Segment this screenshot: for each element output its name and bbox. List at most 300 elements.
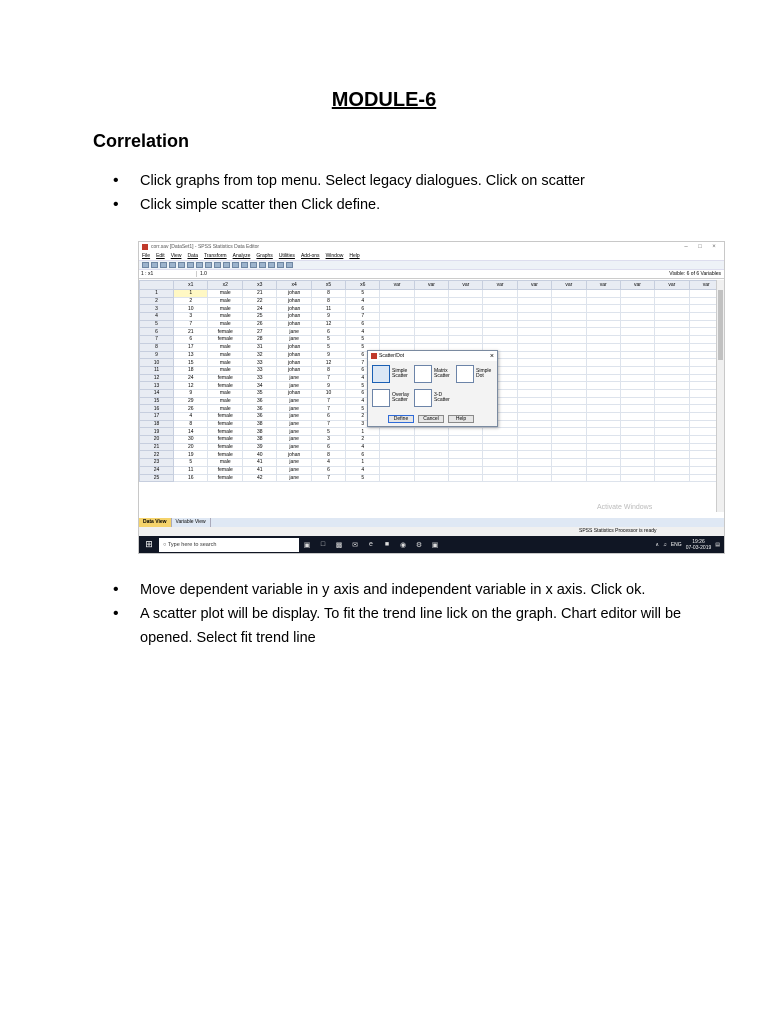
table-cell[interactable]: 5 <box>311 428 345 436</box>
table-cell[interactable] <box>620 359 654 367</box>
table-cell[interactable]: 2 <box>346 436 380 444</box>
table-cell[interactable] <box>483 443 517 451</box>
table-cell[interactable] <box>586 451 620 459</box>
table-cell[interactable]: 4 <box>346 443 380 451</box>
table-cell[interactable] <box>620 336 654 344</box>
table-cell[interactable]: 7 <box>311 405 345 413</box>
table-cell[interactable]: jane <box>277 459 312 467</box>
table-cell[interactable]: 6 <box>174 336 208 344</box>
table-cell[interactable]: 6 <box>346 366 380 374</box>
table-cell[interactable] <box>586 351 620 359</box>
table-cell[interactable]: johan <box>277 320 312 328</box>
table-cell[interactable] <box>449 443 483 451</box>
cell-value-input[interactable]: 1.0 <box>200 271 207 277</box>
table-cell[interactable] <box>552 428 586 436</box>
table-cell[interactable]: female <box>208 336 243 344</box>
row-number[interactable]: 11 <box>140 366 174 374</box>
table-cell[interactable] <box>586 443 620 451</box>
table-cell[interactable]: 5 <box>346 382 380 390</box>
row-number[interactable]: 3 <box>140 305 174 313</box>
table-cell[interactable]: 12 <box>311 359 345 367</box>
table-cell[interactable] <box>586 297 620 305</box>
table-cell[interactable] <box>552 382 586 390</box>
table-cell[interactable]: male <box>208 351 243 359</box>
row-number[interactable]: 13 <box>140 382 174 390</box>
table-cell[interactable] <box>586 413 620 421</box>
table-cell[interactable] <box>620 451 654 459</box>
table-cell[interactable]: johan <box>277 359 312 367</box>
table-cell[interactable]: jane <box>277 405 312 413</box>
table-cell[interactable]: 38 <box>243 428 277 436</box>
table-cell[interactable] <box>414 290 448 298</box>
settings-icon[interactable]: ⚙ <box>415 541 423 549</box>
table-cell[interactable] <box>655 374 689 382</box>
table-cell[interactable] <box>586 374 620 382</box>
table-cell[interactable] <box>380 436 414 444</box>
table-cell[interactable] <box>655 305 689 313</box>
table-cell[interactable]: 41 <box>243 459 277 467</box>
table-cell[interactable] <box>655 328 689 336</box>
table-cell[interactable] <box>620 305 654 313</box>
table-cell[interactable]: 15 <box>174 359 208 367</box>
table-cell[interactable]: 6 <box>311 413 345 421</box>
table-cell[interactable]: 24 <box>174 374 208 382</box>
table-cell[interactable] <box>483 466 517 474</box>
column-header[interactable]: var <box>449 281 483 290</box>
table-cell[interactable]: 25 <box>243 313 277 321</box>
edge-icon[interactable]: e <box>369 541 373 548</box>
table-cell[interactable] <box>414 474 448 482</box>
table-cell[interactable]: 39 <box>243 443 277 451</box>
table-cell[interactable] <box>483 459 517 467</box>
table-cell[interactable]: 6 <box>346 389 380 397</box>
table-cell[interactable] <box>586 336 620 344</box>
table-cell[interactable]: 35 <box>243 389 277 397</box>
table-cell[interactable]: female <box>208 420 243 428</box>
table-cell[interactable] <box>380 313 414 321</box>
column-header[interactable]: var <box>414 281 448 290</box>
table-cell[interactable] <box>483 320 517 328</box>
table-cell[interactable] <box>620 466 654 474</box>
table-cell[interactable]: male <box>208 405 243 413</box>
table-cell[interactable]: 29 <box>174 397 208 405</box>
table-cell[interactable] <box>414 320 448 328</box>
row-number[interactable]: 1 <box>140 290 174 298</box>
table-cell[interactable]: female <box>208 428 243 436</box>
table-cell[interactable]: 10 <box>174 305 208 313</box>
column-header[interactable]: x5 <box>311 281 345 290</box>
table-cell[interactable] <box>380 451 414 459</box>
table-cell[interactable]: johan <box>277 313 312 321</box>
table-cell[interactable]: female <box>208 382 243 390</box>
table-cell[interactable] <box>620 328 654 336</box>
row-number[interactable]: 18 <box>140 420 174 428</box>
open-icon[interactable] <box>142 262 149 268</box>
notifications-icon[interactable]: ▤ <box>715 541 720 548</box>
table-cell[interactable]: 34 <box>243 382 277 390</box>
table-cell[interactable] <box>620 459 654 467</box>
table-cell[interactable]: johan <box>277 389 312 397</box>
table-cell[interactable] <box>449 459 483 467</box>
table-cell[interactable]: 9 <box>311 382 345 390</box>
table-cell[interactable]: 7 <box>311 420 345 428</box>
table-cell[interactable] <box>517 328 551 336</box>
menu-file[interactable]: File <box>142 253 151 259</box>
table-cell[interactable]: johan <box>277 290 312 298</box>
row-number[interactable]: 14 <box>140 389 174 397</box>
table-cell[interactable] <box>517 459 551 467</box>
table-cell[interactable]: 2 <box>174 297 208 305</box>
row-number[interactable]: 23 <box>140 459 174 467</box>
table-cell[interactable] <box>586 366 620 374</box>
close-icon[interactable]: × <box>712 244 716 250</box>
table-cell[interactable]: 42 <box>243 474 277 482</box>
simple-scatter-icon[interactable] <box>372 365 390 383</box>
table-cell[interactable] <box>449 313 483 321</box>
table-cell[interactable]: 22 <box>243 297 277 305</box>
table-cell[interactable] <box>483 328 517 336</box>
table-cell[interactable] <box>517 397 551 405</box>
table-cell[interactable] <box>414 459 448 467</box>
table-cell[interactable]: 9 <box>174 389 208 397</box>
table-cell[interactable] <box>517 320 551 328</box>
table-cell[interactable] <box>517 451 551 459</box>
menu-addons[interactable]: Add-ons <box>300 253 320 259</box>
save-icon[interactable] <box>151 262 158 268</box>
table-cell[interactable] <box>655 451 689 459</box>
column-header[interactable]: x2 <box>208 281 243 290</box>
table-cell[interactable] <box>552 359 586 367</box>
table-cell[interactable]: female <box>208 328 243 336</box>
cancel-button[interactable]: Cancel <box>418 415 444 423</box>
table-cell[interactable]: 36 <box>243 397 277 405</box>
table-cell[interactable] <box>552 374 586 382</box>
table-cell[interactable] <box>655 413 689 421</box>
table-cell[interactable] <box>380 305 414 313</box>
table-cell[interactable] <box>449 474 483 482</box>
table-cell[interactable]: 8 <box>311 297 345 305</box>
table-cell[interactable]: 8 <box>311 366 345 374</box>
table-cell[interactable] <box>586 436 620 444</box>
table-cell[interactable] <box>483 305 517 313</box>
table-cell[interactable]: jane <box>277 328 312 336</box>
mail-icon[interactable]: ✉ <box>352 541 358 549</box>
menu-analyze[interactable]: Analyze <box>232 253 251 259</box>
table-cell[interactable] <box>414 305 448 313</box>
3d-scatter-option[interactable] <box>414 389 452 407</box>
maximize-icon[interactable]: □ <box>698 244 702 250</box>
table-cell[interactable] <box>552 313 586 321</box>
table-cell[interactable] <box>517 359 551 367</box>
table-cell[interactable]: jane <box>277 428 312 436</box>
row-number[interactable]: 21 <box>140 443 174 451</box>
table-cell[interactable]: jane <box>277 474 312 482</box>
table-cell[interactable] <box>655 382 689 390</box>
table-cell[interactable]: 3 <box>174 313 208 321</box>
table-cell[interactable] <box>552 343 586 351</box>
column-header[interactable]: var <box>552 281 586 290</box>
simple-dot-icon[interactable] <box>456 365 474 383</box>
taskbar-search-input[interactable] <box>159 538 299 552</box>
store-icon[interactable]: ▩ <box>335 541 343 549</box>
table-cell[interactable] <box>655 297 689 305</box>
column-header[interactable]: x1 <box>174 281 208 290</box>
table-cell[interactable] <box>552 290 586 298</box>
row-number[interactable]: 22 <box>140 451 174 459</box>
3d-scatter-icon[interactable] <box>414 389 432 407</box>
table-cell[interactable] <box>380 328 414 336</box>
table-cell[interactable] <box>517 366 551 374</box>
table-cell[interactable] <box>552 466 586 474</box>
table-cell[interactable] <box>483 428 517 436</box>
table-cell[interactable] <box>483 451 517 459</box>
table-cell[interactable] <box>517 436 551 444</box>
table-cell[interactable] <box>483 290 517 298</box>
table-cell[interactable]: 38 <box>243 436 277 444</box>
table-cell[interactable] <box>517 297 551 305</box>
table-cell[interactable]: female <box>208 443 243 451</box>
table-cell[interactable]: 36 <box>243 413 277 421</box>
table-cell[interactable] <box>586 320 620 328</box>
table-cell[interactable]: 20 <box>174 443 208 451</box>
table-cell[interactable]: 6 <box>346 351 380 359</box>
table-cell[interactable]: male <box>208 343 243 351</box>
menu-edit[interactable]: Edit <box>156 253 165 259</box>
use-sets-icon[interactable] <box>286 262 293 268</box>
table-cell[interactable] <box>517 343 551 351</box>
table-cell[interactable]: 1 <box>346 428 380 436</box>
table-cell[interactable] <box>586 290 620 298</box>
table-cell[interactable] <box>552 451 586 459</box>
table-cell[interactable] <box>620 313 654 321</box>
table-cell[interactable] <box>483 336 517 344</box>
table-cell[interactable]: female <box>208 374 243 382</box>
volume-icon[interactable]: ♫ <box>663 541 667 548</box>
table-cell[interactable] <box>517 443 551 451</box>
table-cell[interactable] <box>586 428 620 436</box>
table-cell[interactable] <box>586 343 620 351</box>
table-cell[interactable]: 6 <box>346 451 380 459</box>
table-cell[interactable]: 5 <box>174 459 208 467</box>
table-cell[interactable] <box>414 328 448 336</box>
table-cell[interactable] <box>620 382 654 390</box>
table-cell[interactable] <box>552 297 586 305</box>
table-cell[interactable] <box>380 320 414 328</box>
table-cell[interactable]: johan <box>277 305 312 313</box>
file-explorer-icon[interactable]: □ <box>320 541 326 548</box>
table-cell[interactable]: male <box>208 389 243 397</box>
table-cell[interactable]: 4 <box>346 466 380 474</box>
table-cell[interactable] <box>620 436 654 444</box>
table-cell[interactable] <box>620 374 654 382</box>
table-cell[interactable] <box>655 474 689 482</box>
table-cell[interactable] <box>620 474 654 482</box>
overlay-scatter-icon[interactable] <box>372 389 390 407</box>
column-header[interactable]: var <box>380 281 414 290</box>
table-cell[interactable] <box>586 313 620 321</box>
row-number[interactable]: 7 <box>140 336 174 344</box>
table-cell[interactable]: 16 <box>174 474 208 482</box>
table-cell[interactable] <box>655 397 689 405</box>
simple-dot-option[interactable] <box>456 365 494 383</box>
table-cell[interactable] <box>414 336 448 344</box>
table-cell[interactable] <box>655 343 689 351</box>
table-cell[interactable]: male <box>208 305 243 313</box>
table-cell[interactable]: 5 <box>346 290 380 298</box>
table-cell[interactable]: 6 <box>311 328 345 336</box>
table-cell[interactable] <box>517 428 551 436</box>
table-cell[interactable] <box>517 290 551 298</box>
row-number[interactable]: 12 <box>140 374 174 382</box>
table-cell[interactable]: 14 <box>174 428 208 436</box>
menu-window[interactable]: Window <box>325 253 344 259</box>
table-cell[interactable]: male <box>208 397 243 405</box>
column-header[interactable]: x6 <box>346 281 380 290</box>
table-cell[interactable] <box>449 451 483 459</box>
table-cell[interactable] <box>552 336 586 344</box>
table-cell[interactable]: johan <box>277 366 312 374</box>
table-cell[interactable] <box>517 374 551 382</box>
menu-transform[interactable]: Transform <box>204 253 227 259</box>
table-cell[interactable]: johan <box>277 451 312 459</box>
scrollbar-thumb[interactable] <box>718 290 723 360</box>
table-cell[interactable] <box>620 320 654 328</box>
menu-utilities[interactable]: Utilities <box>278 253 295 259</box>
table-cell[interactable] <box>449 336 483 344</box>
table-cell[interactable]: male <box>208 359 243 367</box>
table-cell[interactable] <box>586 359 620 367</box>
print-icon[interactable] <box>160 262 167 268</box>
row-number[interactable]: 5 <box>140 320 174 328</box>
table-cell[interactable] <box>517 466 551 474</box>
table-cell[interactable] <box>449 320 483 328</box>
table-cell[interactable]: 8 <box>174 420 208 428</box>
table-cell[interactable]: 7 <box>311 474 345 482</box>
goto-case-icon[interactable] <box>196 262 203 268</box>
table-cell[interactable] <box>620 397 654 405</box>
row-number[interactable]: 25 <box>140 474 174 482</box>
table-cell[interactable]: 26 <box>243 320 277 328</box>
table-cell[interactable]: jane <box>277 443 312 451</box>
insert-variable-icon[interactable] <box>241 262 248 268</box>
value-labels-icon[interactable] <box>277 262 284 268</box>
table-cell[interactable] <box>552 389 586 397</box>
table-cell[interactable]: 6 <box>346 305 380 313</box>
table-cell[interactable]: johan <box>277 351 312 359</box>
table-cell[interactable] <box>483 436 517 444</box>
split-file-icon[interactable] <box>250 262 257 268</box>
table-cell[interactable] <box>414 451 448 459</box>
table-cell[interactable] <box>414 428 448 436</box>
table-cell[interactable]: 8 <box>311 290 345 298</box>
table-cell[interactable]: 3 <box>346 420 380 428</box>
table-cell[interactable]: jane <box>277 382 312 390</box>
table-cell[interactable] <box>552 420 586 428</box>
tab-data-view[interactable]: Data View <box>139 518 172 527</box>
table-cell[interactable]: 7 <box>174 320 208 328</box>
table-cell[interactable]: jane <box>277 466 312 474</box>
table-cell[interactable] <box>620 428 654 436</box>
table-cell[interactable] <box>620 366 654 374</box>
table-cell[interactable] <box>414 436 448 444</box>
row-number[interactable]: 20 <box>140 436 174 444</box>
table-cell[interactable] <box>552 366 586 374</box>
table-cell[interactable]: 7 <box>311 374 345 382</box>
table-cell[interactable]: 4 <box>346 397 380 405</box>
table-cell[interactable] <box>620 290 654 298</box>
table-cell[interactable] <box>620 343 654 351</box>
column-header[interactable]: var <box>586 281 620 290</box>
column-header[interactable]: var <box>517 281 551 290</box>
insert-cases-icon[interactable] <box>232 262 239 268</box>
table-cell[interactable] <box>620 405 654 413</box>
table-cell[interactable]: male <box>208 366 243 374</box>
table-cell[interactable]: johan <box>277 343 312 351</box>
minimize-icon[interactable]: – <box>684 244 688 250</box>
row-number[interactable]: 6 <box>140 328 174 336</box>
table-cell[interactable]: 33 <box>243 366 277 374</box>
table-cell[interactable]: 40 <box>243 451 277 459</box>
network-icon[interactable]: ∧ <box>655 541 660 548</box>
column-header[interactable]: x3 <box>243 281 277 290</box>
table-cell[interactable]: 6 <box>311 466 345 474</box>
matrix-scatter-icon[interactable] <box>414 365 432 383</box>
table-cell[interactable] <box>414 297 448 305</box>
table-cell[interactable] <box>586 389 620 397</box>
table-cell[interactable] <box>586 382 620 390</box>
table-cell[interactable] <box>552 397 586 405</box>
find-icon[interactable] <box>223 262 230 268</box>
table-cell[interactable] <box>655 336 689 344</box>
table-cell[interactable] <box>586 328 620 336</box>
table-cell[interactable]: 33 <box>243 359 277 367</box>
matrix-scatter-option[interactable] <box>414 365 452 383</box>
table-cell[interactable]: 4 <box>346 297 380 305</box>
table-cell[interactable]: 18 <box>174 366 208 374</box>
row-number[interactable]: 24 <box>140 466 174 474</box>
photos-icon[interactable]: ▣ <box>431 541 439 549</box>
table-cell[interactable]: 5 <box>346 405 380 413</box>
table-cell[interactable] <box>517 474 551 482</box>
table-cell[interactable]: 31 <box>243 343 277 351</box>
table-cell[interactable] <box>517 389 551 397</box>
table-cell[interactable]: female <box>208 436 243 444</box>
table-cell[interactable]: 9 <box>311 351 345 359</box>
table-cell[interactable] <box>380 474 414 482</box>
column-header[interactable]: var <box>689 281 723 290</box>
table-cell[interactable] <box>620 413 654 421</box>
table-cell[interactable]: 13 <box>174 351 208 359</box>
table-cell[interactable]: 12 <box>311 320 345 328</box>
column-header[interactable]: x4 <box>277 281 312 290</box>
redo-icon[interactable] <box>187 262 194 268</box>
table-cell[interactable]: male <box>208 297 243 305</box>
table-cell[interactable]: 1 <box>346 459 380 467</box>
table-cell[interactable] <box>655 443 689 451</box>
table-cell[interactable]: jane <box>277 436 312 444</box>
table-cell[interactable]: 2 <box>346 413 380 421</box>
table-cell[interactable] <box>552 320 586 328</box>
table-cell[interactable]: jane <box>277 397 312 405</box>
table-cell[interactable]: male <box>208 290 243 298</box>
table-cell[interactable]: 8 <box>311 451 345 459</box>
table-cell[interactable] <box>655 389 689 397</box>
table-cell[interactable]: 7 <box>346 313 380 321</box>
table-cell[interactable] <box>517 405 551 413</box>
table-cell[interactable] <box>449 297 483 305</box>
table-cell[interactable] <box>620 420 654 428</box>
table-cell[interactable] <box>655 420 689 428</box>
